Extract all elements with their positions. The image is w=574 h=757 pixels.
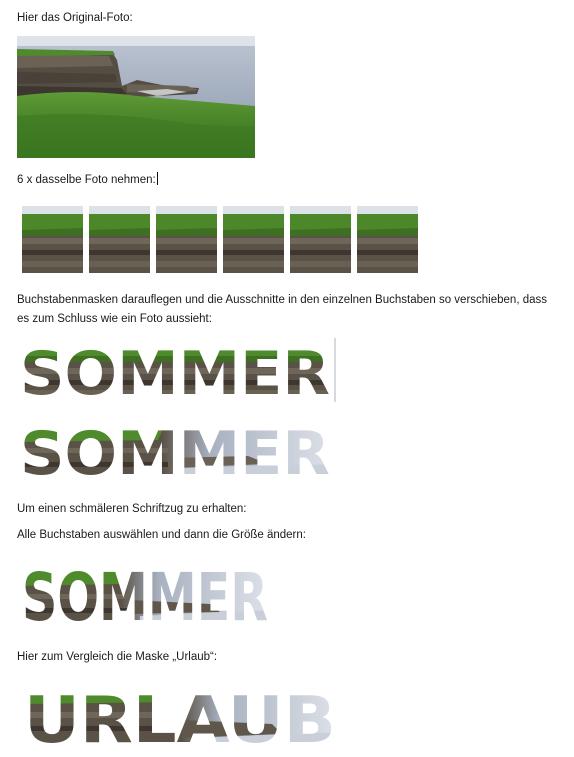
urlaub-mask xyxy=(22,680,342,750)
doc-line-original-photo: Hier das Original-Foto: xyxy=(17,12,133,24)
doc-line-six-photos xyxy=(17,172,158,187)
doc-line-six-photos-text: 6 x dasselbe Foto nehmen: xyxy=(17,174,156,186)
text-cursor xyxy=(157,172,158,185)
six-photo-copies xyxy=(22,204,422,274)
doc-line-resize: Alle Buchstaben auswählen und dann die Größe ändern: xyxy=(17,529,306,541)
sommer-mask-narrow xyxy=(20,560,272,626)
photo-copy-3 xyxy=(156,206,217,273)
photo-copy-5 xyxy=(290,206,351,273)
photo-copy-6 xyxy=(357,206,418,273)
doc-line-comparison: Hier zum Vergleich die Maske „Urlaub“: xyxy=(17,651,218,663)
original-photo xyxy=(17,36,255,158)
photo-copy-4 xyxy=(223,206,284,273)
doc-line-letter-masks: Buchstabenmasken darauflegen und die Ausschnitte in den einzelnen Buchstaben so verschieben, dass es zum Schluss wie ein Foto aussieht: xyxy=(17,294,547,325)
photo-copy-2 xyxy=(89,206,150,273)
doc-line-narrower: Um einen schmäleren Schriftzug zu erhalten: xyxy=(17,503,247,515)
sommer-mask-shifted xyxy=(18,418,338,480)
photo-copy-1 xyxy=(22,206,83,273)
sommer-mask-aligned xyxy=(18,338,338,402)
